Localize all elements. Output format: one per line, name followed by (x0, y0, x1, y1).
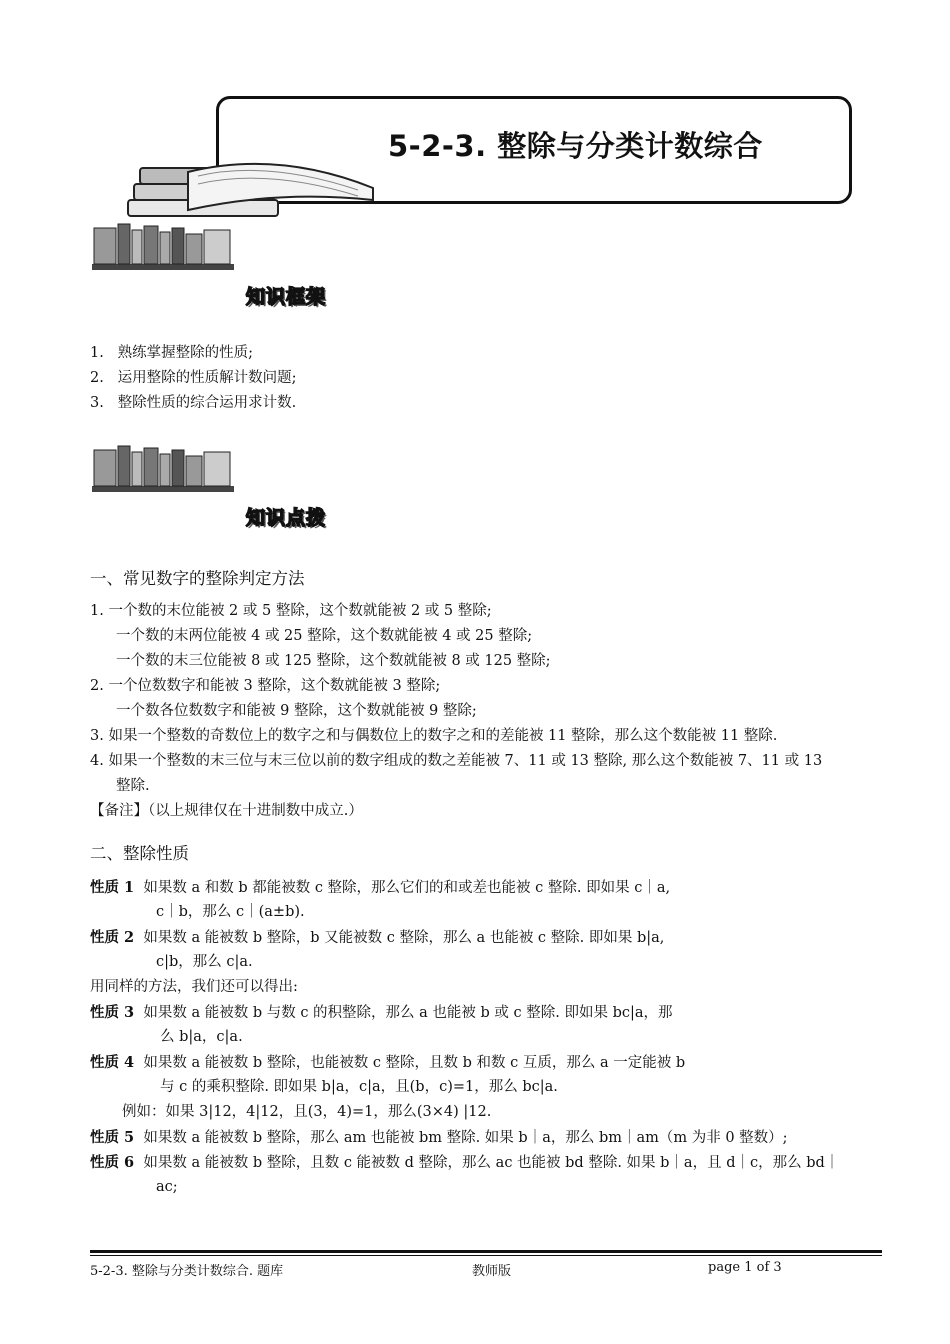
rule-line: 一个数各位数数字和能被 9 整除，这个数就能被 9 整除; (116, 703, 477, 719)
property-text: 如果数 a 能被数 b 整除，那么 am 也能被 bm 整除. 如果 b｜a，那么 bm｜am（m 为非 0 整数）; (143, 1130, 788, 1146)
property-4 (90, 1050, 685, 1076)
part1-heading: 一、常见数字的整除判定方法 (90, 569, 305, 588)
property-label: 性质 5 (90, 1129, 135, 1146)
list-item: 3. 整除性质的综合运用求计数. (90, 395, 297, 411)
property-label: 性质 1 (90, 879, 135, 896)
part2-heading: 二、整除性质 (90, 844, 189, 863)
property-text: 如果数 a 能被数 b 整除，且数 c 能被数 d 整除，那么 ac 也能被 bd 整除. 如果 b｜a，且 d｜c，那么 bd｜ (143, 1155, 840, 1171)
footer-rule (90, 1250, 882, 1253)
note-label: 【备注】 (90, 803, 148, 819)
note-text: （以上规律仅在十进制数中成立.） (148, 803, 363, 819)
property-2 (90, 925, 664, 951)
property-6 (90, 1150, 839, 1176)
list-item: 1. 熟练掌握整除的性质; (90, 345, 254, 361)
property-1 (90, 875, 670, 901)
rule-line: 一个数的末三位能被 8 或 125 整除，这个数就能被 8 或 125 整除; (116, 653, 551, 669)
property-label: 性质 6 (90, 1154, 135, 1171)
property-label: 性质 3 (90, 1004, 135, 1021)
property-label: 性质 2 (90, 929, 135, 946)
property-text: c｜b，那么 c｜(a±b). (156, 904, 305, 920)
property-label: 性质 4 (90, 1054, 135, 1071)
rule-line: 一个数的末两位能被 4 或 25 整除，这个数就能被 4 或 25 整除; (116, 628, 533, 644)
rule-line: 4. 如果一个整数的末三位与末三位以前的数字组成的数之差能被 7、11 或 13 整除, 那么这个数能被 7、11 或 13 (90, 753, 823, 769)
property-text: 与 c 的乘积整除. 即如果 b|a，c|a，且(b，c)=1，那么 bc|a. (160, 1079, 558, 1095)
note-line (90, 799, 363, 824)
property-text: ac; (156, 1179, 178, 1195)
example-line: 例如：如果 3|12，4|12，且(3，4)=1，那么(3×4) |12. (122, 1104, 492, 1120)
list-item: 2. 运用整除的性质解计数问题; (90, 370, 297, 386)
intro-line: 用同样的方法，我们还可以得出: (90, 979, 298, 995)
rule-line: 2. 一个位数数字和能被 3 整除，这个数就能被 3 整除; (90, 678, 441, 694)
section-heading-framework: 知识框架 (246, 286, 327, 308)
rule-line: 1. 一个数的末位能被 2 或 5 整除，这个数就能被 2 或 5 整除; (90, 603, 492, 619)
footer-edition: 教师版 (472, 1264, 512, 1279)
section-heading-points: 知识点拨 (246, 507, 327, 529)
page-title: 5-2-3. 整除与分类计数综合 (388, 129, 763, 163)
bookshelf-icon (92, 222, 234, 272)
footer-page-number: page 1 of 3 (708, 1260, 782, 1275)
property-5 (90, 1125, 788, 1151)
bookshelf-icon (92, 444, 234, 494)
property-text: 么 b|a，c|a. (160, 1029, 243, 1045)
rule-line: 3. 如果一个整数的奇数位上的数字之和与偶数位上的数字之和的差能被 11 整除，那么这个数能被 11 整除. (90, 728, 778, 744)
property-text: 如果数 a 和数 b 都能被数 c 整除，那么它们的和或差也能被 c 整除. 即如果 c｜a, (143, 880, 671, 896)
property-text: 如果数 a 能被数 b 整除，b 又能被数 c 整除，那么 a 也能被 c 整除. 即如果 b|a, (143, 930, 665, 946)
property-3 (90, 1000, 673, 1026)
property-text: 如果数 a 能被数 b 与数 c 的积整除，那么 a 也能被 b 或 c 整除. 即如果 bc|a，那 (143, 1005, 673, 1021)
footer-doc-name: 5-2-3. 整除与分类计数综合. 题库 (90, 1264, 284, 1279)
rule-line: 整除. (116, 778, 150, 794)
property-text: c|b，那么 c|a. (156, 954, 253, 970)
property-text: 如果数 a 能被数 b 整除，也能被数 c 整除，且数 b 和数 c 互质，那么 a 一定能被 b (143, 1055, 686, 1071)
books-illustration (118, 150, 380, 222)
footer-rule (90, 1255, 882, 1256)
